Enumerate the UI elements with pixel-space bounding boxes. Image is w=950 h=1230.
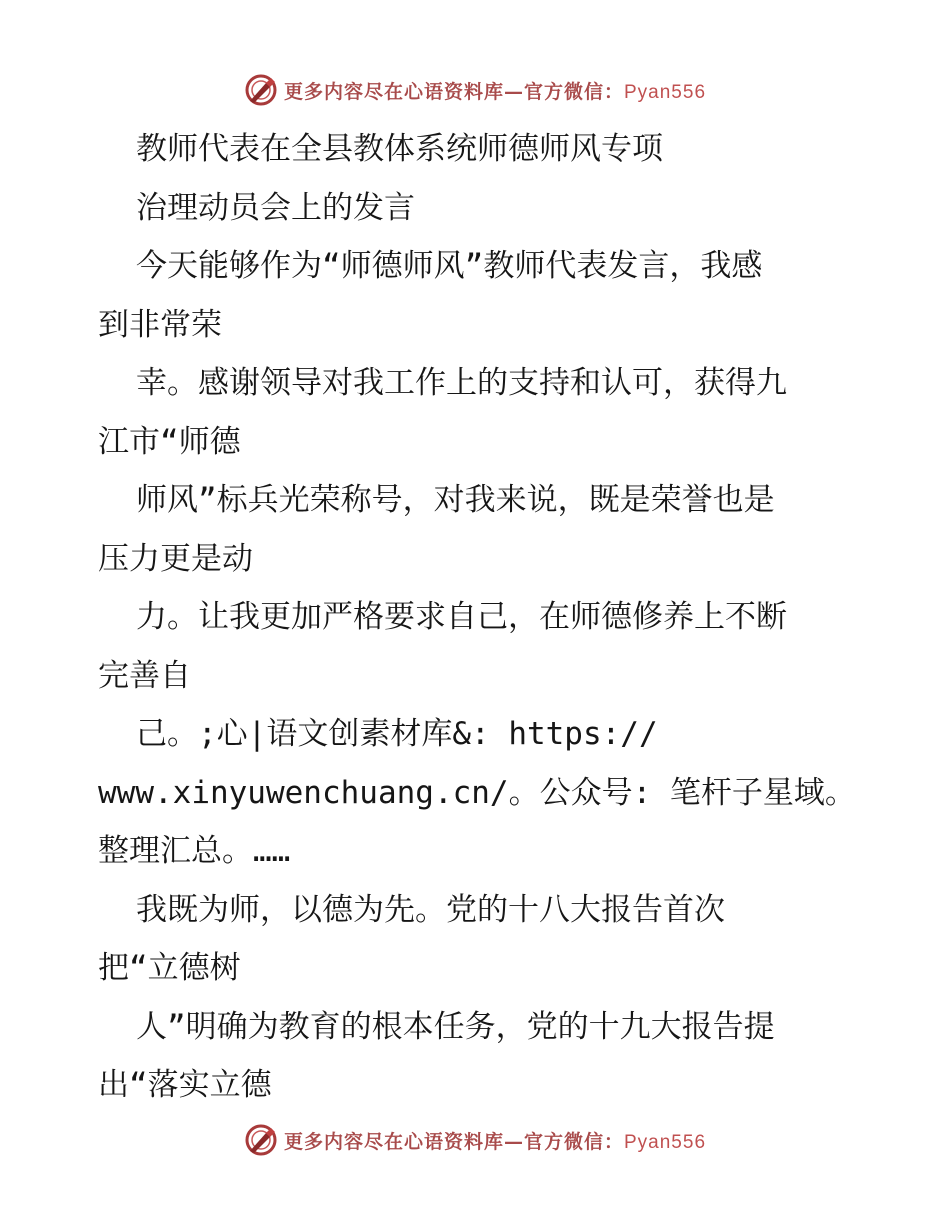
body-line: 压力更是动 <box>98 540 253 577</box>
body-line: 人”明确为教育的根本任务，党的十九大报告提 <box>136 1008 775 1045</box>
body-line: 完善自 <box>98 657 191 694</box>
footer-banner-text <box>284 1127 706 1154</box>
footer-banner-label: 更多内容尽在心语资料库—官方微信： <box>283 1130 624 1153</box>
body-line: 幸。感谢领导对我工作上的支持和认可，获得九 <box>136 365 787 401</box>
pen-circle-logo-icon <box>244 1123 278 1157</box>
body-line: 到非常荣 <box>98 306 222 343</box>
body-line: 己。;心|语文创素材库&: https:// <box>136 716 658 752</box>
footer-banner-inner <box>244 1123 706 1157</box>
document-body <box>98 120 858 1115</box>
footer-banner-id: Pyan556 <box>624 1131 707 1153</box>
body-line: 我既为师，以德为先。党的十八大报告首次 <box>136 891 725 928</box>
body-line: 力。让我更加严格要求自己，在师德修养上不断 <box>136 599 787 635</box>
body-line: 江市“师德 <box>98 423 241 460</box>
body-line: 出“落实立德 <box>98 1067 272 1103</box>
body-line: 教师代表在全县教体系统师德师风专项 <box>136 131 663 167</box>
footer-banner <box>0 1120 950 1160</box>
header-banner-id: Pyan556 <box>624 81 707 103</box>
body-line: 把“立德树 <box>98 950 241 986</box>
header-banner-text <box>284 77 706 104</box>
body-line: 治理动员会上的发言 <box>136 189 415 226</box>
header-banner-label: 更多内容尽在心语资料库—官方微信： <box>283 80 624 103</box>
body-line: www.xinyuwenchuang.cn/。公众号: 笔杆子星域。 <box>98 774 856 811</box>
header-banner-inner <box>244 73 706 107</box>
body-line: 今天能够作为“师德师风”教师代表发言，我感 <box>136 248 763 284</box>
pen-circle-logo-icon <box>244 73 278 107</box>
header-banner <box>0 70 950 110</box>
body-line: 师风”标兵光荣称号，对我来说，既是荣誉也是 <box>136 482 775 518</box>
body-line: 整理汇总。…… <box>98 833 291 869</box>
